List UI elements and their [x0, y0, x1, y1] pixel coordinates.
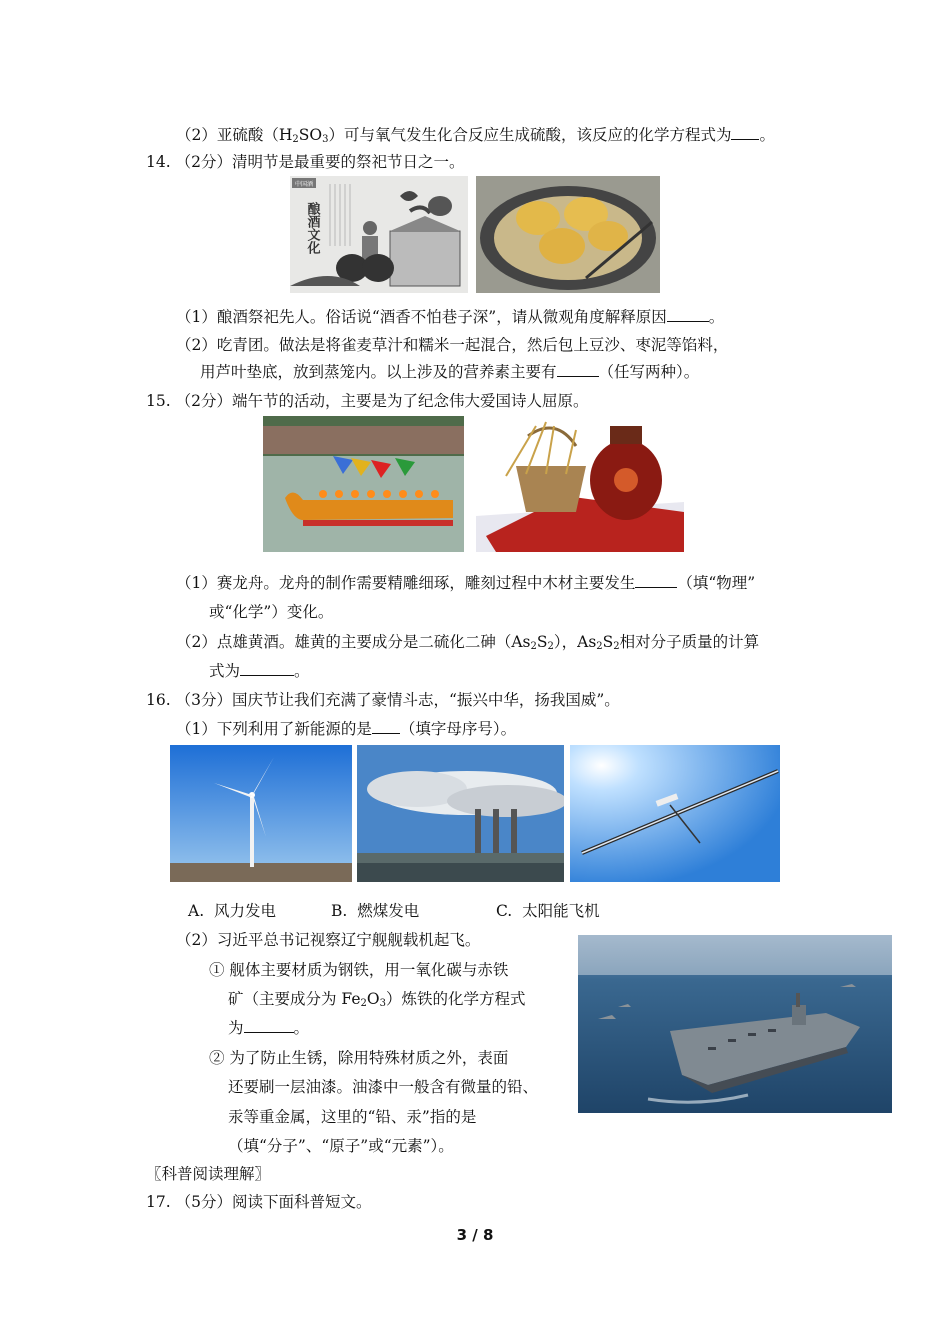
- q14-part1: [176, 307, 724, 327]
- q14-part1-end: 。: [708, 308, 725, 326]
- q16-sub1-line3-text: 为: [228, 1019, 244, 1037]
- wind-turbine-image: [170, 745, 352, 882]
- q16-sub2-line2: 还要刷一层油漆。油漆中一般含有微量的铅、: [228, 1078, 539, 1096]
- green-dumplings-image: [476, 176, 660, 293]
- q17-stem: 17. （5分）阅读下面科普短文。: [146, 1193, 372, 1211]
- q16-part2: （2）习近平总书记视察辽宁舰舰载机起飞。: [176, 931, 481, 949]
- q16-part1: [176, 719, 516, 739]
- option-label: C.: [496, 902, 513, 920]
- aircraft-carrier-image: [578, 935, 892, 1113]
- answer-blank[interactable]: [667, 307, 709, 322]
- q15-part2-line2: [209, 661, 310, 681]
- q15-part2-text-d: S: [602, 633, 614, 651]
- q16-sub1-text-b: O: [366, 990, 380, 1008]
- q16-sub1-line3: [228, 1018, 309, 1038]
- option-label: A.: [188, 902, 205, 920]
- q16-sub2-line3: 汞等重金属，这里的“铅、汞”指的是: [228, 1108, 477, 1126]
- img-title: 酿酒文化: [304, 202, 320, 254]
- q16-option-b[interactable]: [331, 901, 419, 921]
- q16-option-c[interactable]: [496, 901, 600, 921]
- option-text: 太阳能飞机: [522, 902, 600, 920]
- q15-part1-line2: 或“化学”）变化。: [209, 603, 334, 621]
- sub: 2: [292, 134, 299, 145]
- option-text: 风力发电: [213, 902, 276, 920]
- q16-sub1-text-c: ）炼铁的化学方程式: [385, 990, 526, 1008]
- coal-power-plant-image: [357, 745, 564, 882]
- answer-blank[interactable]: [731, 125, 759, 140]
- q15-part2-line2-end: 。: [294, 662, 310, 680]
- q16-part1-end: （填字母序号）。: [399, 720, 517, 738]
- q14-part2-text: 用芦叶垫底，放到蒸笼内。以上涉及的营养素主要有: [200, 363, 557, 381]
- brewing-culture-image: [290, 176, 468, 293]
- q15-part1-line1: [176, 573, 755, 593]
- answer-blank[interactable]: [372, 719, 400, 734]
- q16-sub2-line4: （填“分子”、“原子”或“元素”）。: [228, 1137, 454, 1155]
- q14-part2-line1: （2）吃青团。做法是将雀麦草汁和糯米一起混合，然后包上豆沙、枣泥等馅料，: [176, 336, 729, 354]
- q13-end: 。: [759, 126, 775, 144]
- q15-part1-end: （填“物理”: [677, 574, 756, 592]
- q15-part2-text-b: S: [536, 633, 548, 651]
- realgar-wine-image: [476, 416, 684, 552]
- q13-text-c: ）可与氧气发生化合反应生成硫酸，该反应的化学方程式为: [328, 126, 732, 144]
- page-number: 3 / 8: [456, 1226, 494, 1244]
- q15-part2-line1: （2）点雄黄酒。雄黄的主要成分是二硫化二砷$(As_2S_2)$，$As_2S_2$相对分子质量的计算: [176, 633, 760, 652]
- q16-sub1-line2: 矿（主要成分为 $Fe_2O_3$）炼铁的化学方程式: [228, 990, 526, 1009]
- q15-stem: 15. （2分）端午节的活动，主要是为了纪念伟大爱国诗人屈原。: [146, 392, 589, 410]
- dragon-boat-image: [263, 416, 464, 552]
- q13-part2: [176, 125, 775, 150]
- q16-sub2-line1: ② 为了防止生锈，除用特殊材质之外，表面: [209, 1049, 509, 1067]
- q16-option-a[interactable]: [188, 901, 276, 921]
- q16-stem: 16. （3分）国庆节让我们充满了豪情斗志，“振兴中华，扬我国威”。: [146, 691, 620, 709]
- answer-blank[interactable]: [244, 1018, 294, 1033]
- q14-stem: 14. （2分）清明节是最重要的祭祀节日之一。: [146, 153, 465, 171]
- img-tag: 中国酒: [294, 181, 314, 188]
- q15-part2-text-e: 相对分子质量的计算: [619, 633, 760, 651]
- solar-plane-image: [570, 745, 780, 882]
- q16-part1-text: （1）下列利用了新能源的是: [176, 720, 372, 738]
- q16-sub1-text-a: 矿（主要成分为 Fe: [228, 990, 361, 1008]
- sub: 3: [322, 134, 329, 145]
- q15-part1-text: （1）赛龙舟。龙舟的制作需要精雕细琢，雕刻过程中木材主要发生: [176, 574, 636, 592]
- option-label: B.: [331, 902, 348, 920]
- q14-part2-end: （任写两种）。: [598, 363, 700, 381]
- q16-sub1-line3-end: 。: [293, 1019, 310, 1037]
- answer-blank[interactable]: [557, 362, 599, 377]
- q15-part2-text-c: ），As: [553, 633, 597, 651]
- q13-text-a: （2）亚硫酸（H: [176, 126, 293, 144]
- q15-part2-line2-text: 式为: [209, 662, 241, 680]
- q16-sub1-line1: ① 舰体主要材质为钢铁，用一氧化碳与赤铁: [209, 961, 509, 979]
- q14-part2-line2: [200, 362, 699, 382]
- q13-text-b: SO: [298, 126, 323, 144]
- q15-part2-text-a: （2）点雄黄酒。雄黄的主要成分是二硫化二砷（As: [176, 633, 531, 651]
- answer-blank[interactable]: [240, 661, 294, 676]
- q14-part1-text: （1）酿酒祭祀先人。俗话说“酒香不怕巷子深”，请从微观角度解释原因: [176, 308, 667, 326]
- answer-blank[interactable]: [635, 573, 677, 588]
- option-text: 燃煤发电: [357, 902, 420, 920]
- section-header: 〖科普阅读理解〗: [146, 1165, 271, 1183]
